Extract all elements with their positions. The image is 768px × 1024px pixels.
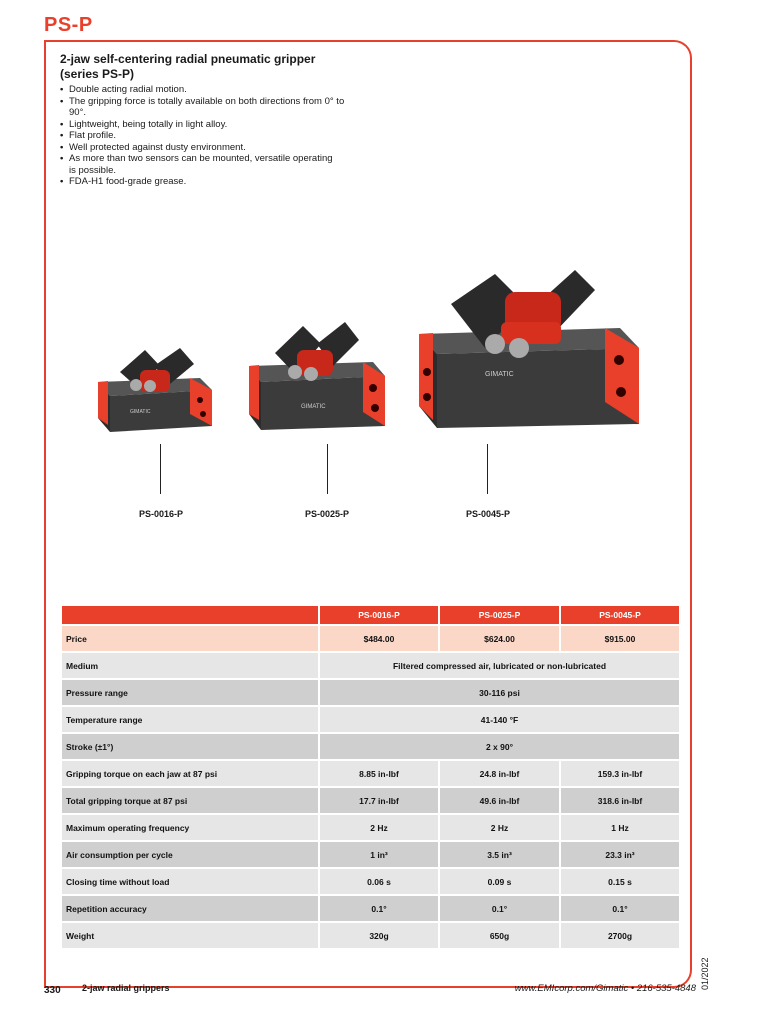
- model-label-ps-0016-p: PS-0016-P: [138, 509, 184, 519]
- product-title: [60, 52, 315, 82]
- leader-line: [327, 444, 328, 494]
- cell-value: $484.00: [318, 626, 438, 651]
- feature-item: • Double acting radial motion.: [60, 84, 400, 96]
- table-row: [62, 842, 679, 867]
- feature-item: • Lightweight, being totally in light alloy.: [60, 119, 400, 131]
- cell-value: $915.00: [559, 626, 679, 651]
- page-number: 330: [44, 985, 61, 996]
- feature-list: [60, 84, 400, 188]
- cell-value-spanned: Filtered compressed air, lubricated or non-lubricated: [318, 653, 679, 678]
- cell-value: 2 Hz: [318, 815, 438, 840]
- cell-value: 2700g: [559, 923, 679, 948]
- row-label: Price: [62, 626, 318, 651]
- cell-value: 8.85 in-lbf: [318, 761, 438, 786]
- model-label-ps-0025-p: PS-0025-P: [304, 509, 350, 519]
- cell-value: 1 in³: [318, 842, 438, 867]
- table-row: [62, 923, 679, 948]
- table-header-blank: [62, 606, 318, 624]
- footer-website-link[interactable]: www.EMIcorp.com/Gimatic • 216-535-4848: [514, 983, 696, 994]
- cell-value-spanned: 2 x 90°: [318, 734, 679, 759]
- page-header-code: PS-P: [44, 14, 93, 36]
- table-row: [62, 707, 679, 732]
- cell-value: 0.06 s: [318, 869, 438, 894]
- feature-item: • Flat profile.: [60, 130, 400, 142]
- row-label: Temperature range: [62, 707, 318, 732]
- gripper-logo-text: GIMATIC: [485, 371, 514, 378]
- cell-value: $624.00: [438, 626, 559, 651]
- cell-value: 3.5 in³: [438, 842, 559, 867]
- column-header: PS-0025-P: [438, 606, 559, 624]
- leader-line: [487, 444, 488, 494]
- row-label: Maximum operating frequency: [62, 815, 318, 840]
- table-row: [62, 815, 679, 840]
- leader-line: [160, 444, 161, 494]
- cell-value-spanned: 30-116 psi: [318, 680, 679, 705]
- cell-value: 320g: [318, 923, 438, 948]
- column-header: PS-0016-P: [318, 606, 438, 624]
- row-label: Stroke (±1°): [62, 734, 318, 759]
- cell-value: 17.7 in-lbf: [318, 788, 438, 813]
- row-label: Air consumption per cycle: [62, 842, 318, 867]
- cell-value: 318.6 in-lbf: [559, 788, 679, 813]
- footer-section-title: 2-jaw radial grippers: [82, 983, 170, 993]
- cell-value: 0.15 s: [559, 869, 679, 894]
- publication-date: 01/2022: [700, 957, 710, 990]
- cell-value: 0.1°: [559, 896, 679, 921]
- cell-value: 159.3 in-lbf: [559, 761, 679, 786]
- gripper-image-ps-0025-p: [245, 308, 390, 438]
- table-row: [62, 626, 679, 651]
- feature-item: • FDA-H1 food-grade grease.: [60, 176, 400, 188]
- product-title-line1: 2-jaw self-centering radial pneumatic gripper: [60, 52, 316, 66]
- gripper-logo-text: GIMATIC: [301, 404, 326, 410]
- model-label-ps-0045-p: PS-0045-P: [465, 509, 511, 519]
- table-row: [62, 734, 679, 759]
- table-row: [62, 680, 679, 705]
- row-label: Medium: [62, 653, 318, 678]
- column-header: PS-0045-P: [559, 606, 679, 624]
- cell-value-spanned: 41-140 °F: [318, 707, 679, 732]
- cell-value: 650g: [438, 923, 559, 948]
- cell-value: 2 Hz: [438, 815, 559, 840]
- row-label: Weight: [62, 923, 318, 948]
- feature-item: • The gripping force is totally available on both directions from 0° to 90°.: [60, 96, 400, 119]
- row-label: Closing time without load: [62, 869, 318, 894]
- feature-item: • As more than two sensors can be mounted, versatile operating is possible.: [60, 153, 400, 176]
- cell-value: 1 Hz: [559, 815, 679, 840]
- table-row: [62, 869, 679, 894]
- cell-value: 23.3 in³: [559, 842, 679, 867]
- row-label: Total gripping torque at 87 psi: [62, 788, 318, 813]
- cell-value: 0.09 s: [438, 869, 559, 894]
- feature-item: • Well protected against dusty environment.: [60, 142, 400, 154]
- gripper-image-ps-0016-p: [90, 330, 220, 440]
- gripper-image-ps-0045-p: [415, 262, 645, 440]
- cell-value: 24.8 in-lbf: [438, 761, 559, 786]
- row-label: Gripping torque on each jaw at 87 psi: [62, 761, 318, 786]
- cell-value: 0.1°: [318, 896, 438, 921]
- table-row: [62, 896, 679, 921]
- table-row: [62, 761, 679, 786]
- product-title-line2: (series PS-P): [60, 67, 135, 81]
- table-header-row: [62, 606, 679, 624]
- table-row: [62, 653, 679, 678]
- cell-value: 0.1°: [438, 896, 559, 921]
- row-label: Repetition accuracy: [62, 896, 318, 921]
- cell-value: 49.6 in-lbf: [438, 788, 559, 813]
- row-label: Pressure range: [62, 680, 318, 705]
- table-row: [62, 788, 679, 813]
- content-frame-left-edge: [44, 40, 46, 988]
- gripper-logo-text: GIMATIC: [130, 409, 151, 415]
- specifications-table: [62, 604, 679, 950]
